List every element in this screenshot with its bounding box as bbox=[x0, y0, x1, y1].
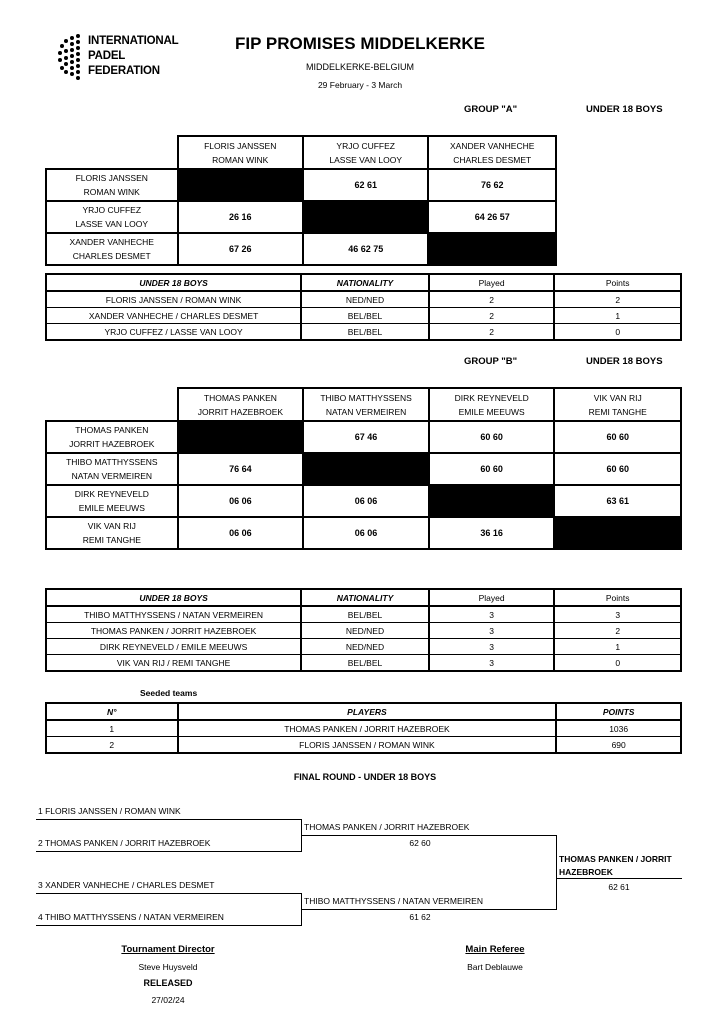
score-cell: 06 06 bbox=[303, 517, 429, 549]
champion: THOMAS PANKEN / JORRIT HAZEBROEK bbox=[559, 854, 672, 877]
seeded-header: POINTS bbox=[556, 703, 681, 720]
table-row: 2 FLORIS JANSSEN / ROMAN WINK 690 bbox=[46, 737, 681, 754]
diagonal-cell bbox=[428, 233, 556, 265]
semi2-winner: THIBO MATTHYSSENS / NATAN VERMEIREN bbox=[304, 896, 483, 906]
director-name: Steve Huysveld bbox=[138, 962, 198, 972]
padel-ball-icon bbox=[52, 30, 86, 82]
status: RELEASED bbox=[143, 978, 193, 988]
group-b-standings bbox=[45, 588, 682, 672]
director-title: Tournament Director bbox=[121, 944, 215, 955]
table-row: THIBO MATTHYSSENS / NATAN VERMEIREN BEL/BEL 3 3 bbox=[46, 606, 681, 623]
logo-text bbox=[88, 34, 178, 79]
group-b-results-grid bbox=[45, 387, 682, 550]
bracket-line bbox=[556, 835, 557, 910]
table-row: FLORIS JANSSEN / ROMAN WINK NED/NED 2 2 bbox=[46, 291, 681, 308]
score-cell: 63 61 bbox=[554, 485, 681, 517]
table-row: DIRK REYNEVELD / EMILE MEEUWS NED/NED 3 1 bbox=[46, 639, 681, 655]
dates: 29 February - 3 March bbox=[317, 80, 403, 90]
standings-header: UNDER 18 BOYS bbox=[46, 589, 301, 606]
seeded-table bbox=[45, 702, 682, 754]
column-header: VIK VAN RIJ REMI TANGHE bbox=[554, 388, 681, 421]
table-row: 1 THOMAS PANKEN / JORRIT HAZEBROEK 1036 bbox=[46, 720, 681, 737]
diagonal-cell bbox=[178, 421, 304, 453]
score-cell: 60 60 bbox=[429, 421, 555, 453]
entrant-4: 4 THIBO MATTHYSSENS / NATAN VERMEIREN bbox=[38, 912, 224, 922]
score-cell: 60 60 bbox=[554, 421, 681, 453]
column-header: FLORIS JANSSEN ROMAN WINK bbox=[178, 136, 303, 169]
diagonal-cell bbox=[303, 453, 429, 485]
score-cell: 36 16 bbox=[429, 517, 555, 549]
diagonal-cell bbox=[429, 485, 555, 517]
group-a-standings bbox=[45, 273, 682, 341]
final-score: 62 61 bbox=[608, 882, 630, 892]
score-cell: 60 60 bbox=[429, 453, 555, 485]
referee-title: Main Referee bbox=[465, 944, 525, 955]
score-cell: 67 26 bbox=[178, 233, 303, 265]
row-header: DIRK REYNEVELD EMILE MEEUWS bbox=[46, 485, 178, 517]
score-cell: 26 16 bbox=[178, 201, 303, 233]
seeded-header: N° bbox=[46, 703, 178, 720]
score-cell: 06 06 bbox=[178, 485, 304, 517]
bracket-line bbox=[301, 909, 557, 910]
row-header: THIBO MATTHYSSENS NATAN VERMEIREN bbox=[46, 453, 178, 485]
seeded-header: PLAYERS bbox=[178, 703, 557, 720]
group-a-results-grid bbox=[45, 135, 557, 266]
bracket-line bbox=[301, 835, 557, 836]
logo-line: PADEL bbox=[88, 50, 126, 62]
table-row: YRJO CUFFEZ / LASSE VAN LOOY BEL/BEL 2 0 bbox=[46, 324, 681, 341]
grid-corner bbox=[46, 136, 178, 169]
group-b-category: UNDER 18 BOYS bbox=[586, 356, 663, 367]
row-header: YRJO CUFFEZ LASSE VAN LOOY bbox=[46, 201, 178, 233]
grid-corner bbox=[46, 388, 178, 421]
semi1-winner: THOMAS PANKEN / JORRIT HAZEBROEK bbox=[304, 822, 470, 832]
column-header: XANDER VANHECHE CHARLES DESMET bbox=[428, 136, 556, 169]
column-header: YRJO CUFFEZ LASSE VAN LOOY bbox=[303, 136, 428, 169]
column-header: THIBO MATTHYSSENS NATAN VERMEIREN bbox=[303, 388, 429, 421]
diagonal-cell bbox=[303, 201, 428, 233]
group-a-label: GROUP "A" bbox=[464, 104, 518, 115]
final-round-title: FINAL ROUND - UNDER 18 BOYS bbox=[293, 772, 437, 782]
page-title: FIP PROMISES MIDDELKERKE bbox=[235, 34, 485, 53]
standings-header: NATIONALITY bbox=[301, 274, 429, 291]
semi2-score: 61 62 bbox=[409, 912, 431, 922]
bracket-line bbox=[36, 819, 302, 820]
score-cell: 64 26 57 bbox=[428, 201, 556, 233]
semi1-score: 62 60 bbox=[409, 838, 431, 848]
bracket-line bbox=[36, 925, 302, 926]
standings-header: Points bbox=[554, 274, 681, 291]
location: MIDDELKERKE-BELGIUM bbox=[305, 62, 415, 72]
standings-header: Played bbox=[429, 274, 555, 291]
referee-name: Bart Deblauwe bbox=[467, 962, 523, 972]
row-header: THOMAS PANKEN JORRIT HAZEBROEK bbox=[46, 421, 178, 453]
entrant-3: 3 XANDER VANHECHE / CHARLES DESMET bbox=[38, 880, 215, 890]
column-header: DIRK REYNEVELD EMILE MEEUWS bbox=[429, 388, 555, 421]
logo-line: FEDERATION bbox=[88, 65, 160, 77]
column-header: THOMAS PANKEN JORRIT HAZEBROEK bbox=[178, 388, 304, 421]
standings-header: NATIONALITY bbox=[301, 589, 429, 606]
table-row: THOMAS PANKEN / JORRIT HAZEBROEK NED/NED 3 2 bbox=[46, 623, 681, 639]
score-cell: 76 64 bbox=[178, 453, 304, 485]
entrant-2: 2 THOMAS PANKEN / JORRIT HAZEBROEK bbox=[38, 838, 211, 848]
group-b-label: GROUP "B" bbox=[464, 356, 518, 367]
logo-line: INTERNATIONAL bbox=[88, 35, 179, 47]
row-header: XANDER VANHECHE CHARLES DESMET bbox=[46, 233, 178, 265]
bracket-line bbox=[556, 878, 682, 879]
release-date: 27/02/24 bbox=[151, 995, 185, 1005]
score-cell: 67 46 bbox=[303, 421, 429, 453]
table-row: VIK VAN RIJ / REMI TANGHE BEL/BEL 3 0 bbox=[46, 655, 681, 672]
score-cell: 46 62 75 bbox=[303, 233, 428, 265]
bracket-line bbox=[36, 851, 302, 852]
row-header: FLORIS JANSSEN ROMAN WINK bbox=[46, 169, 178, 201]
score-cell: 76 62 bbox=[428, 169, 556, 201]
standings-header: Points bbox=[554, 589, 681, 606]
entrant-1: 1 FLORIS JANSSEN / ROMAN WINK bbox=[38, 806, 181, 816]
group-a-category: UNDER 18 BOYS bbox=[586, 104, 663, 115]
row-header: VIK VAN RIJ REMI TANGHE bbox=[46, 517, 178, 549]
fip-logo bbox=[52, 30, 179, 86]
score-cell: 60 60 bbox=[554, 453, 681, 485]
score-cell: 06 06 bbox=[303, 485, 429, 517]
diagonal-cell bbox=[554, 517, 681, 549]
standings-header: UNDER 18 BOYS bbox=[46, 274, 301, 291]
bracket-line bbox=[36, 893, 302, 894]
table-row: XANDER VANHECHE / CHARLES DESMET BEL/BEL 2 1 bbox=[46, 308, 681, 324]
diagonal-cell bbox=[178, 169, 303, 201]
score-cell: 06 06 bbox=[178, 517, 304, 549]
seeded-label: Seeded teams bbox=[140, 688, 198, 698]
score-cell: 62 61 bbox=[303, 169, 428, 201]
standings-header: Played bbox=[429, 589, 555, 606]
